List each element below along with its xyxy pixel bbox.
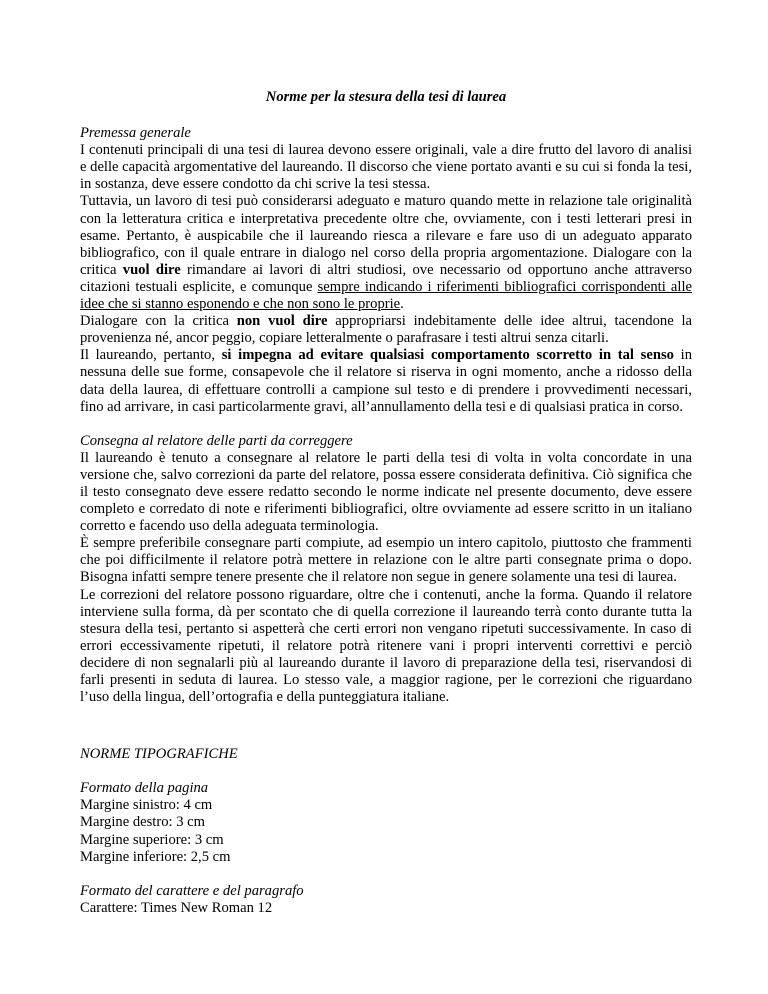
bold-text: vuol dire bbox=[122, 261, 181, 278]
margin-line: Margine destro: 3 cm bbox=[80, 814, 205, 831]
paragraph: Le correzioni del relatore possono riguardare, oltre che i contenuti, anche la forma. Quando il relatore interviene sulla forma, dà per scontato che di quella correzione il laureando terrà conto durante tutta la stesura della tesi, pertanto si aspetterà che certi errori non vengano ripetuti successivamente. In caso di errori eccessivamente ripetuti, il relatore potrà ritenere vani i propri interventi correttivi e perciò decidere di non segnalarli più al laureando durante il lavoro di preparazione della tesi, riservandosi di farli presenti in seduta di laurea. Lo stesso vale, a maggior ragione, per le correzioni che riguardano l’uso della lingua, dell’ortografia e della punteggiatura italiane. bbox=[80, 586, 692, 706]
margin-line: Margine sinistro: 4 cm bbox=[80, 797, 213, 814]
section-consegna bbox=[80, 433, 692, 707]
paragraph: Dialogare con la critica non vuol dire appropriarsi indebitamente delle idee altrui, tacendone la provenienza né, ancor peggio, copiare letteralmente o parafrasare i testi altrui senza citarli. bbox=[80, 313, 692, 347]
section-premessa bbox=[80, 125, 692, 416]
document-title: Norme per la stesura della tesi di laurea bbox=[265, 89, 507, 105]
document-page bbox=[80, 0, 692, 917]
section-heading: Consegna al relatore delle parti da correggere bbox=[80, 432, 353, 449]
section-heading: Premessa generale bbox=[80, 125, 191, 142]
font-line: Carattere: Times New Roman 12 bbox=[80, 899, 273, 916]
margin-line: Margine superiore: 3 cm bbox=[80, 831, 224, 848]
margin-line: Margine inferiore: 2,5 cm bbox=[80, 848, 231, 865]
subsection-heading: Formato del carattere e del paragrafo bbox=[80, 882, 304, 899]
subsection-heading: Formato della pagina bbox=[80, 780, 209, 797]
paragraph: Tuttavia, un lavoro di tesi può considerarsi adeguato e maturo quando mette in relazione tale originalità con la letteratura critica e interpretativa precedente oltre che, ovviamente, con i testi letterari presi in esame. Pertanto, è auspicabile che il laureando riesca a rilevare e fare uso di un adeguato apparato bibliografico, con il quale entrare in dialogo nel corso della propria argomentazione. Dialogare con la critica vuol dire rimandare ai lavori di altri studiosi, ove necessario od opportuno anche attraverso citazioni testuali esplicite, e comunque sempre indicando i riferimenti bibliografici corrispondenti alle idee che si stanno esponendo e che non sono le proprie. bbox=[80, 193, 692, 313]
paragraph: È sempre preferibile consegnare parti compiute, ad esempio un intero capitolo, piuttosto che frammenti che poi difficilmente il relatore potrà mettere in relazione con le altre parti consegnate prima o dopo. Bisogna infatti sempre tenere presente che il relatore non segue in genere solamente una tesi di laurea. bbox=[80, 535, 692, 586]
paragraph: Il laureando, pertanto, si impegna ad evitare qualsiasi comportamento scorretto in tal senso in nessuna delle sue forme, consapevole che il relatore si riserva in ogni momento, anche a ridosso della data della laurea, di effettuare controlli a campione sul testo e di prendere i provvedimenti necessari, fino ad arrivare, in casi particolarmente gravi, all’annullamento della tesi e di qualsiasi pratica in corso. bbox=[80, 347, 692, 415]
underlined-text: sempre indicando i riferimenti bibliografici corrispondenti alle idee che si stanno esponendo e che non sono le proprie bbox=[80, 278, 692, 313]
bold-text: non vuol dire bbox=[236, 313, 328, 330]
section-heading: NORME TIPOGRAFICHE bbox=[80, 746, 238, 763]
section-norme-tipografiche bbox=[80, 746, 692, 917]
paragraph: Il laureando è tenuto a consegnare al relatore le parti della tesi di volta in volta concordate in una versione che, salvo correzioni da parte del relatore, possa essere considerata definitiva. Ciò significa che il testo consegnato deve essere redatto secondo le norme indicate nel presente documento, deve essere completo e corredato di note e riferimenti bibliografici, oltre ovviamente ad essere scritto in un italiano corretto e facendo uso della adeguata terminologia. bbox=[80, 449, 692, 535]
bold-text: si impegna ad evitare qualsiasi comportamento scorretto in tal senso bbox=[221, 347, 674, 364]
paragraph: I contenuti principali di una tesi di laurea devono essere originali, vale a dire frutto del lavoro di analisi e delle capacità argomentative del laureando. Il discorso che viene portato avanti e su cui si fonda la tesi, in sostanza, deve essere condotto da chi scrive la tesi stessa. bbox=[80, 142, 692, 193]
